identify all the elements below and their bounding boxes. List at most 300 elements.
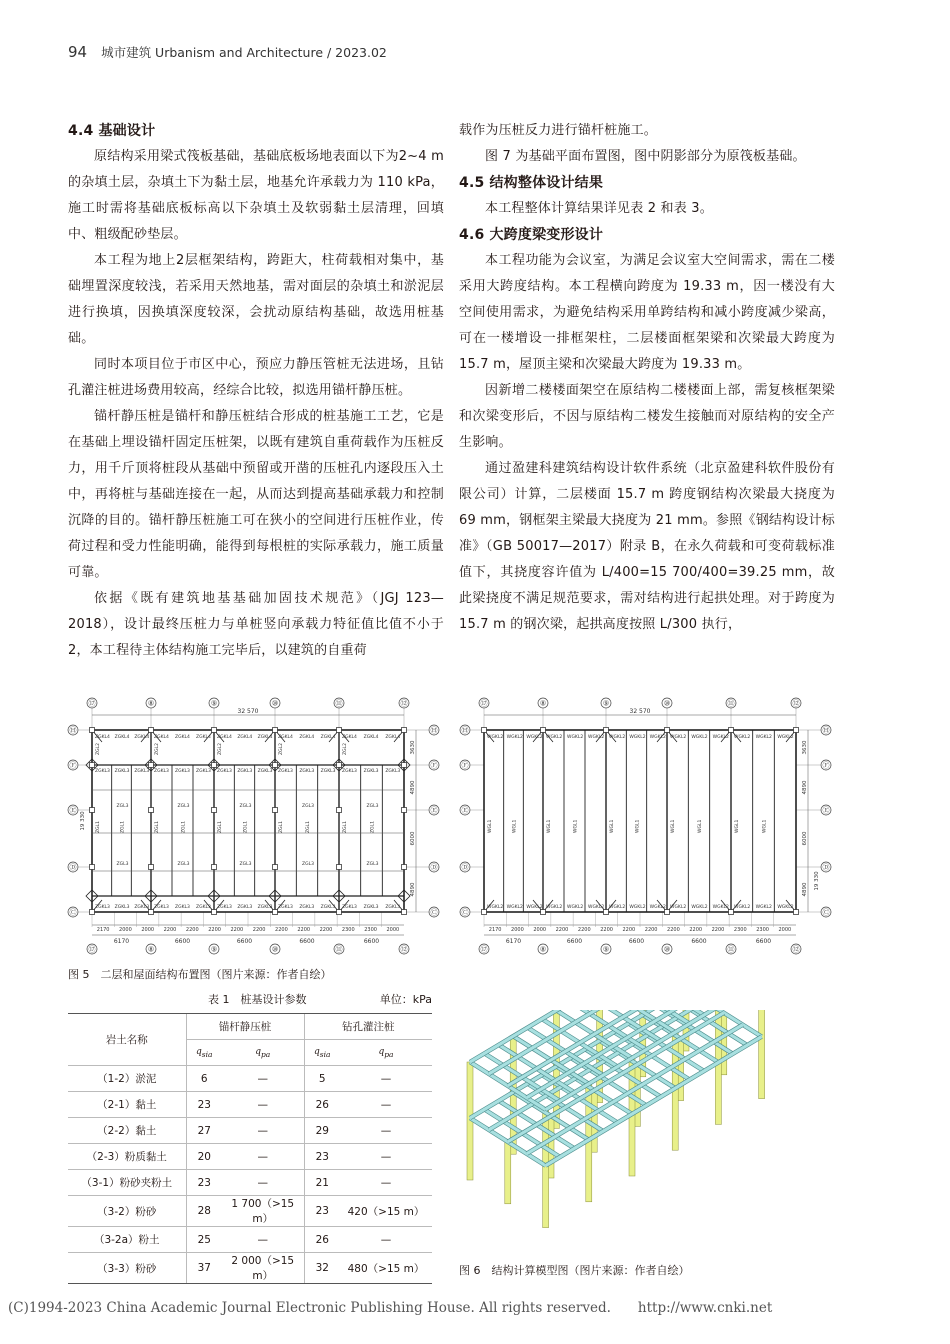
table-row [68, 1170, 432, 1196]
column-mark [402, 728, 407, 733]
axis-label: Ⓗ [69, 726, 77, 735]
axis-label: ⑧ [147, 945, 155, 954]
column-mark [149, 728, 154, 733]
beam-label: WGKL2 [487, 905, 504, 910]
column-mark [604, 910, 609, 915]
beam-label: WGKL2 [588, 905, 605, 910]
beam-label: WGKL2 [526, 735, 543, 740]
axis-label: Ⓗ [430, 726, 438, 735]
axis-label: ⑧ [539, 945, 547, 954]
table-row [68, 1253, 432, 1284]
column-mark [794, 910, 799, 915]
paragraph: 原结构采用梁式筏板基础，基础底板场地表面以下为2~4 m 的杂填土层，杂填土下为黏土层，地基允许承载力为 110 kPa，施工时需将基础底板标高以下杂填土及软弱黏土层清理，回填中、粗级配砂垫层。 [68, 149, 444, 242]
dim-sub: 2200 [319, 927, 333, 933]
beam-label: ZGL1 [279, 821, 284, 833]
table-cell: 23 [186, 1092, 222, 1118]
beam-label: WGKL2 [629, 905, 646, 910]
axis-label: ⑫ [400, 699, 408, 708]
dim-sub: 2300 [756, 927, 769, 933]
beam-label: ZGKL3 [154, 905, 169, 910]
column-mark [665, 728, 670, 733]
column-mark [402, 808, 407, 813]
axis-label: ⑪ [335, 945, 343, 954]
table-cell: 1 700（>15 m） [222, 1196, 304, 1227]
table-cell: 20 [186, 1144, 222, 1170]
dim-sub: 2200 [297, 927, 311, 933]
axis-label: Ⓕ [461, 761, 469, 770]
beam-label: ZGKL4 [154, 735, 169, 740]
beam-label: WGKL2 [567, 905, 584, 910]
axis-label: Ⓓ [822, 863, 830, 872]
paragraph: 本工程整体计算结果详见表 2 和表 3。 [485, 201, 713, 216]
column-mark [482, 910, 487, 915]
axis-label: Ⓓ [461, 863, 469, 872]
beam-label: WGL1 [671, 819, 676, 833]
table1-title: 表 1 桩基设计参数 [208, 993, 307, 1006]
dim-total-width: 32 570 [237, 708, 259, 715]
column-mark [212, 808, 217, 813]
axis-label: Ⓓ [69, 863, 77, 872]
axis-label: Ⓒ [430, 908, 438, 917]
axis-label: Ⓔ [822, 806, 830, 815]
dim-sub: 2300 [341, 927, 355, 933]
beam-label: ZGKL3 [299, 905, 315, 910]
column-mark [402, 865, 407, 870]
dim-row: 4890 [802, 882, 808, 897]
beam-label: WGL1 [762, 819, 768, 833]
dim-bay: 6600 [299, 938, 315, 945]
beam-label: WGKL2 [506, 905, 523, 910]
table-cell: — [222, 1170, 304, 1196]
table-cell: （2-1）黏土 [68, 1092, 186, 1118]
axis-label: Ⓒ [822, 908, 830, 917]
column-mark [273, 808, 278, 813]
beam-label: WGL1 [635, 819, 641, 833]
structure-model-svg [462, 1010, 842, 1250]
beam-label: ZGL2 [155, 743, 160, 755]
beam-label: WGKL2 [712, 905, 729, 910]
beam-label: ZGKL3 [278, 769, 293, 774]
column-mark [541, 728, 546, 733]
axis-label: Ⓗ [461, 726, 469, 735]
table-cell: （2-2）黏土 [68, 1118, 186, 1144]
dim-sub: 2200 [185, 927, 199, 933]
column-mark [337, 865, 342, 870]
beam-label: ZGL1 [243, 821, 249, 833]
table-cell: 37 [186, 1253, 222, 1284]
dim-bay: 6600 [628, 938, 645, 945]
beam-label: ZGL3 [302, 862, 314, 867]
beam-label: ZGL1 [343, 821, 348, 833]
beam-label: WGKL2 [670, 905, 687, 910]
beam-label: WGKL2 [546, 735, 563, 740]
beam-label: ZGL2 [96, 743, 101, 755]
beam-label: ZGKL4 [278, 735, 293, 740]
beam-label: WGL1 [698, 819, 703, 833]
paragraph: 通过盈建科建筑结构设计软件系统（北京盈建科软件股份有限公司）计算，二层楼面 15.7 m 跨度钢结构次梁最大挠度为 69 mm，钢框架主梁最大挠度为 21 mm。参照《钢结构设计标准》（GB 50017—2017）附录 B，在永久荷载和可变荷载标准值下，其挠度容许值为 L/400=15 700/400=39.25 mm，故此梁挠度不满足规范要求，需对结构进行起拱处理。对于跨度为 15.7 m 的钢次梁，起拱高度按照 L/300 执行， [459, 461, 835, 632]
table-cell: 25 [186, 1227, 222, 1253]
axis-label: ⑰ [88, 945, 96, 954]
column-mark [729, 910, 734, 915]
beam-label: ZGKL4 [175, 735, 190, 740]
column-mark [794, 728, 799, 733]
table-row [68, 1066, 432, 1092]
table-cell: — [340, 1092, 432, 1118]
axis-label: ⑧ [539, 699, 547, 708]
dim-sub: 2000 [778, 927, 792, 933]
table-row [68, 1144, 432, 1170]
paragraph: 图 7 为基础平面布置图，图中阴影部分为原筏板基础。 [485, 149, 806, 164]
beam-label: WGL1 [512, 819, 518, 833]
column-mark [212, 763, 217, 768]
beam-label: ZGL3 [302, 804, 314, 809]
beam-label: ZGKL3 [237, 905, 253, 910]
copyright-footer: (C)1994-2023 China Academic Journal Electronic Publishing House. All rights reserved. http://www.cnki.net [8, 1300, 773, 1316]
column-mark [337, 728, 342, 733]
axis-label: Ⓔ [461, 806, 469, 815]
axis-label: Ⓕ [430, 761, 438, 770]
beam-label: ZGKL4 [237, 735, 253, 740]
table-cell: 28 [186, 1196, 222, 1227]
axis-label: ⑫ [792, 945, 800, 954]
table1-unit: 单位：kPa [379, 993, 432, 1006]
dim-sub: 2200 [555, 927, 569, 933]
beam-label: ZGKL3 [363, 905, 379, 910]
dim-sub: 2200 [208, 927, 221, 933]
beam-label: WGKL2 [777, 905, 794, 910]
axis-label: ⑨ [210, 699, 218, 708]
table-cell: 27 [186, 1118, 222, 1144]
header-qsia-2: $q_{sia}$ [304, 1040, 340, 1066]
table-cell: — [222, 1227, 304, 1253]
dim-sub: 2200 [644, 927, 658, 933]
beam-label: ZGKL3 [95, 769, 110, 774]
beam-label: ZGL1 [218, 821, 223, 833]
table-cell: 23 [304, 1144, 340, 1170]
beam-label: ZGKL3 [134, 905, 150, 910]
beam-label: ZGL3 [177, 804, 190, 809]
header-qpa-2: $q_{pa}$ [340, 1040, 432, 1066]
structure-model-figure [462, 1010, 842, 1254]
dim-bay: 6600 [174, 938, 191, 945]
column-mark [273, 728, 278, 733]
table-cell: — [222, 1144, 304, 1170]
dim-sub: 2200 [711, 927, 725, 933]
dim-total-depth: 19 330 [80, 811, 86, 831]
dim-sub: 2200 [275, 927, 288, 933]
axis-label: Ⓒ [461, 908, 469, 917]
beam-label: ZGKL3 [257, 905, 273, 910]
beam-label: WGKL2 [487, 735, 504, 740]
axis-label: ⑨ [602, 699, 610, 708]
axis-label: ⑩ [271, 699, 279, 708]
column-mark [337, 763, 342, 768]
model-column [634, 1064, 640, 1126]
table-cell: （1-2）淤泥 [68, 1066, 186, 1092]
beam-label: WGL1 [547, 819, 552, 833]
section-heading-4-6: 4.6 大跨度梁变形设计 [459, 227, 604, 243]
beam-label: ZGKL3 [114, 769, 130, 774]
axis-label: Ⓗ [822, 726, 830, 735]
dim-total-width: 32 570 [629, 708, 651, 715]
model-column [505, 1142, 511, 1204]
beam-label: ZGL3 [239, 804, 252, 809]
column-mark [729, 728, 734, 733]
beam-label: ZGL3 [177, 862, 190, 867]
axis-label: ⑪ [727, 699, 735, 708]
table-cell: 21 [304, 1170, 340, 1196]
beam-label: WGKL2 [526, 905, 543, 910]
beam-label: WGKL2 [506, 735, 523, 740]
header-qsia-1: $q_{sia}$ [186, 1040, 222, 1066]
table-cell: — [222, 1066, 304, 1092]
table-cell: （3-1）粉砂夹粉土 [68, 1170, 186, 1196]
axis-label: ⑰ [88, 699, 96, 708]
column-mark [212, 728, 217, 733]
pile-parameter-table [68, 1013, 432, 1284]
beam-label: ZGKL3 [237, 769, 253, 774]
left-column [68, 118, 444, 664]
beam-label: ZGKL4 [342, 735, 357, 740]
beam-label: ZGKL4 [257, 735, 273, 740]
beam-label: ZGKL3 [299, 769, 315, 774]
beam-label: WGL1 [488, 819, 493, 833]
beam-label: ZGKL3 [114, 905, 130, 910]
beam-label: WGKL2 [670, 735, 687, 740]
table-cell: 6 [186, 1066, 222, 1092]
beam-label: ZGKL3 [217, 769, 232, 774]
beam-label: ZGL1 [370, 821, 376, 833]
axis-label: ⑫ [792, 699, 800, 708]
column-mark [90, 728, 95, 733]
axis-label: ⑰ [480, 945, 488, 954]
beam-label: ZGKL3 [175, 905, 190, 910]
dim-row: 4890 [410, 780, 416, 795]
dim-sub: 2000 [119, 927, 132, 933]
dim-sub: 2200 [689, 927, 703, 933]
beam-label: WGKL2 [649, 905, 666, 910]
beam-label: WGKL2 [777, 735, 794, 740]
beam-label: ZGL1 [120, 821, 126, 833]
axis-label: Ⓓ [430, 863, 438, 872]
beam-label: ZGKL3 [363, 769, 379, 774]
table-cell: （3-3）粉砂 [68, 1253, 186, 1284]
model-column [591, 1090, 597, 1152]
axis-label: Ⓔ [69, 806, 77, 815]
column-mark [90, 808, 95, 813]
dim-row: 3630 [410, 740, 416, 755]
table-cell: 5 [304, 1066, 340, 1092]
dim-sub: 2000 [141, 927, 155, 933]
dim-sub: 2170 [96, 927, 110, 933]
beam-label: WGKL2 [734, 735, 751, 740]
table-row [68, 1196, 432, 1227]
beam-label: WGL1 [735, 819, 740, 833]
paragraph: 本工程功能为会议室，为满足会议室大空间需求，需在二楼采用大跨度结构。本工程横向跨度为 19.33 m，因一楼没有大空间使用需求，为避免结构采用单跨结构和减小跨度减少梁高，可在一楼增设一排框架柱，二层楼面框架梁和次梁最大跨度为 15.7 m，屋顶主梁和次梁最大跨度为 19.33 m。 [459, 253, 835, 372]
floor-plan-right [456, 693, 836, 963]
beam-label: ZGKL3 [175, 769, 190, 774]
header-group-anchor: 锚杆静压桩 [186, 1014, 304, 1040]
beam-label: WGKL2 [588, 735, 605, 740]
beam-label: ZGKL4 [320, 735, 336, 740]
table-cell: （3-2a）粉土 [68, 1227, 186, 1253]
beam-label: ZGKL3 [95, 905, 110, 910]
model-column [548, 1116, 554, 1178]
dim-bay: 6600 [755, 938, 772, 945]
beam-label: ZGKL3 [320, 905, 336, 910]
axis-label: Ⓕ [822, 761, 830, 770]
column-mark [212, 865, 217, 870]
beam-label: ZGL1 [181, 821, 187, 833]
paragraph-continued: 载作为压桩反力进行锚杆桩施工。 [459, 123, 658, 138]
beam-label: WGKL2 [691, 735, 708, 740]
table-cell: 480（>15 m） [340, 1253, 432, 1284]
column-mark [665, 910, 670, 915]
beam-label: ZGKL4 [196, 735, 211, 740]
beam-label: WGKL2 [567, 735, 584, 740]
beam-label: ZGKL3 [278, 905, 293, 910]
beam-label: ZGL3 [239, 862, 252, 867]
axis-label: ⑪ [335, 699, 343, 708]
column-mark [604, 728, 609, 733]
model-column [678, 1039, 684, 1101]
dim-sub: 2000 [533, 927, 547, 933]
table-cell: 26 [304, 1227, 340, 1253]
beam-label: ZGL1 [96, 821, 101, 833]
beam-label: ZGKL4 [385, 735, 401, 740]
page-header [68, 43, 387, 61]
column-mark [337, 808, 342, 813]
column-mark [273, 910, 278, 915]
beam-label: ZGL3 [366, 862, 379, 867]
table-cell: — [340, 1066, 432, 1092]
beam-label: ZGKL3 [385, 769, 401, 774]
column-mark [273, 865, 278, 870]
dim-bay: 6600 [691, 938, 707, 945]
dim-sub: 2200 [600, 927, 613, 933]
column-mark [149, 808, 154, 813]
beam-label: ZGKL3 [134, 769, 150, 774]
column-mark [212, 910, 217, 915]
figure6-caption: 图 6 结构计算模型图（图片来源：作者自绘） [459, 1264, 690, 1277]
dim-bay: 6170 [113, 938, 130, 945]
axis-label: Ⓕ [69, 761, 77, 770]
beam-label: ZGKL3 [257, 769, 273, 774]
dim-sub: 2200 [667, 927, 680, 933]
table-cell: — [340, 1144, 432, 1170]
beam-label: WGKL2 [609, 735, 626, 740]
header-soil: 岩土名称 [68, 1014, 186, 1066]
beam-label: WGL1 [610, 819, 615, 833]
beam-label: WGKL2 [649, 735, 666, 740]
beam-label: ZGKL3 [342, 905, 357, 910]
plan-svg-roof [456, 693, 836, 963]
table-cell: 26 [304, 1092, 340, 1118]
beam-label: ZGKL4 [217, 735, 232, 740]
beam-label: ZGKL3 [342, 769, 357, 774]
dim-row: 6000 [410, 831, 416, 846]
table-cell: — [222, 1092, 304, 1118]
table-cell: — [340, 1227, 432, 1253]
table-row [68, 1118, 432, 1144]
dim-bay: 6600 [566, 938, 583, 945]
figure5-caption: 图 5 二层和屋面结构布置图（图片来源：作者自绘） [68, 968, 332, 981]
column-mark [149, 763, 154, 768]
paragraph: 同时本项目位于市区中心，预应力静压管桩无法进场，且钻孔灌注桩进场费用较高，经综合比较，拟选用锚杆静压桩。 [68, 357, 444, 398]
column-mark [541, 910, 546, 915]
journal-name: 城市建筑 Urbanism and Architecture / 2023.02 [101, 45, 387, 60]
header-group-bored: 钻孔灌注桩 [304, 1014, 432, 1040]
beam-label: ZGKL3 [196, 905, 211, 910]
beam-label: ZGL1 [306, 821, 311, 833]
column-mark [90, 763, 95, 768]
plan-svg-second-floor [64, 693, 444, 963]
beam-label: ZGKL3 [320, 769, 336, 774]
beam-label: WGKL2 [755, 735, 772, 740]
dim-row: 4890 [410, 882, 416, 897]
beam-label: ZGKL4 [114, 735, 130, 740]
paragraph: 因新增二楼楼面架空在原结构二楼楼面上部，需复核框架梁和次梁变形后，不因与原结构二楼发生接触而对原结构的安全产生影响。 [459, 383, 835, 450]
paragraph: 依据《既有建筑地基基础加固技术规范》（JGJ 123—2018），设计最终压桩力与单桩竖向承载力特征值比值不小于 2，本工程待主体结构施工完毕后，以建筑的自重荷 [68, 591, 444, 658]
dim-row: 6000 [802, 831, 808, 846]
model-column [721, 1013, 727, 1075]
beam-label: ZGL1 [155, 821, 160, 833]
axis-label: ⑨ [210, 945, 218, 954]
table-cell: — [340, 1118, 432, 1144]
dim-sub: 2200 [577, 927, 591, 933]
column-mark [90, 865, 95, 870]
beam-label: ZGKL3 [154, 769, 169, 774]
table-cell: 23 [304, 1196, 340, 1227]
dim-sub: 2200 [252, 927, 266, 933]
table-cell: 29 [304, 1118, 340, 1144]
frame-outline [92, 730, 404, 912]
beam-label: ZGL3 [116, 862, 129, 867]
column-mark [402, 763, 407, 768]
column-mark [149, 865, 154, 870]
table-cell: 2 000（>15 m） [222, 1253, 304, 1284]
beam-label: WGKL2 [629, 735, 646, 740]
dim-sub: 2300 [364, 927, 377, 933]
beam-label: ZGKL4 [95, 735, 110, 740]
beam-label: WGKL2 [691, 905, 708, 910]
dim-bay: 6600 [363, 938, 380, 945]
model-column [759, 1010, 765, 1099]
dim-sub: 2300 [733, 927, 747, 933]
axis-label: ⑨ [602, 945, 610, 954]
dim-sub: 2000 [386, 927, 400, 933]
beam-label: ZGL3 [366, 804, 379, 809]
right-column [459, 118, 835, 638]
beam-label: WGKL2 [609, 905, 626, 910]
beam-label: ZGKL4 [299, 735, 315, 740]
beam-label: WGKL2 [734, 905, 751, 910]
floor-plan-left [64, 693, 444, 963]
dim-bay: 6170 [505, 938, 522, 945]
header-qpa-1: $q_{pa}$ [222, 1040, 304, 1066]
paragraph: 锚杆静压桩是锚杆和静压桩结合形成的桩基施工工艺，它是在基础上埋设锚杆固定压桩架，以既有建筑自重荷载作为压桩反力，用千斤顶将桩段从基础中预留或开凿的压桩孔内逐段压入土中，再将桩与基础连接在一起，从而达到提高基础承载力和控制沉降的目的。锚杆静压桩施工可在狭小的空间进行压桩作业，传荷过程和受力性能明确，能得到每根桩的实际承载力，施工质量可靠。 [68, 409, 444, 580]
beam-label: ZGL3 [116, 804, 129, 809]
beam-label: ZGKL3 [217, 905, 232, 910]
table-cell: （2-3）粉质黏土 [68, 1144, 186, 1170]
beam-label: WGKL2 [712, 735, 729, 740]
page-number: 94 [68, 43, 88, 61]
beam-label: ZGL2 [218, 743, 223, 755]
dim-sub: 2000 [511, 927, 524, 933]
dim-bay: 6600 [236, 938, 253, 945]
axis-label: ⑩ [663, 945, 671, 954]
table-cell: 32 [304, 1253, 340, 1284]
